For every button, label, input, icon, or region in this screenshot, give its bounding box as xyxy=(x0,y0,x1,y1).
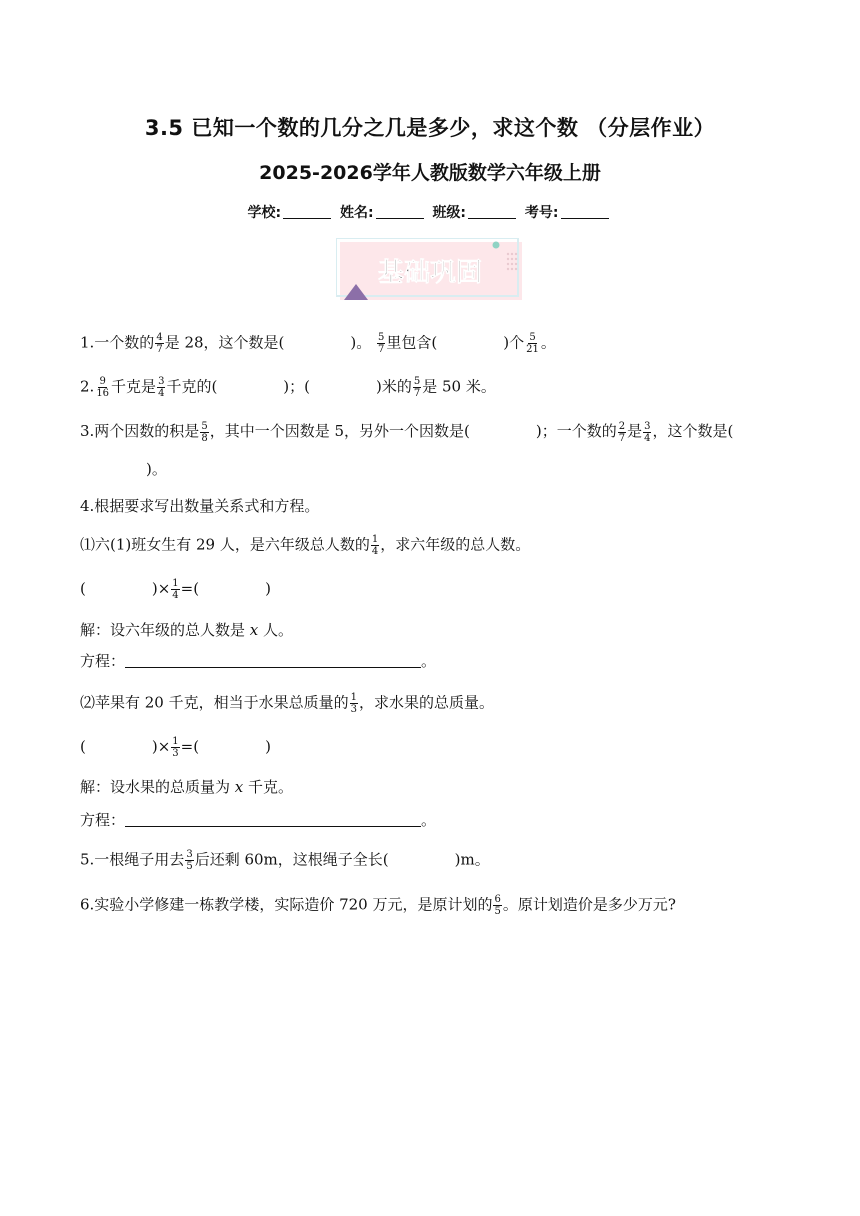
fraction: $\frac{9}{16}$ xyxy=(96,376,110,399)
answer-line[interactable] xyxy=(125,812,421,827)
fraction: $\frac{5}{7}$ xyxy=(413,376,421,399)
question-6: 6.实验小学修建一栋教学楼，实际造价 720 万元，是原计划的 $\frac{6}{5}$ 。原计划造价是多少万元? xyxy=(80,894,676,917)
fraction: $\frac{5}{21}$ xyxy=(526,332,539,355)
section-badge xyxy=(336,238,524,302)
school-blank[interactable] xyxy=(283,204,331,219)
page-title: 3.5 已知一个数的几分之几是多少，求这个数 （分层作业） xyxy=(144,116,716,140)
exam-number-label: 考号: xyxy=(524,205,559,221)
fraction: $\frac{5}{7}$ xyxy=(378,332,385,355)
badge-dot-decoration xyxy=(493,242,500,249)
question-4-2-equation-line: 方程： 。 xyxy=(80,811,437,829)
fraction: $\frac{3}{5}$ xyxy=(186,849,193,872)
class-blank[interactable] xyxy=(468,204,516,219)
fraction: $\frac{1}{3}$ xyxy=(172,736,179,759)
badge-text: 基础巩固 xyxy=(377,258,483,288)
name-blank[interactable] xyxy=(376,204,424,219)
name-label: 姓名: xyxy=(339,205,374,221)
question-4-1-equation-line: 方程： 。 xyxy=(80,652,437,670)
fraction: $\frac{2}{7}$ xyxy=(618,420,626,444)
fraction: $\frac{5}{8}$ xyxy=(201,420,208,444)
question-1: 1.一个数的 $\frac{4}{7}$ 是 28，这个数是( )。 $\frac{5}{7}$ 里包含( )个 $\frac{5}{21}$ 。 xyxy=(80,332,556,355)
question-4-2: ⑵苹果有 20 千克，相当于水果总质量的 $\frac{1}{3}$ ，求水果的总质量。 xyxy=(80,692,495,715)
question-4: 4.根据要求写出数量关系式和方程。 xyxy=(80,497,320,515)
question-3: 3.两个因数的积是 $\frac{5}{8}$ ，其中一个因数是 5，另外一个因数是( )；一个数的 $\frac{2}{7}$ 是 $\frac{3}{4}$ ，这个数是()。 xyxy=(80,420,734,478)
fraction: $\frac{1}{3}$ xyxy=(350,692,357,715)
student-info-line xyxy=(0,202,860,222)
question-4-1: ⑴六(1)班女生有 29 人，是六年级总人数的 $\frac{1}{4}$ ，求六年级的总人数。 xyxy=(80,534,531,557)
fraction: $\frac{4}{7}$ xyxy=(156,332,163,355)
question-4-2-solution: 解：设水果的总质量为 x 千克。 xyxy=(80,778,294,796)
question-4-2-equation: ( )× $\frac{1}{3}$ =( ) xyxy=(80,736,271,759)
fraction: $\frac{3}{4}$ xyxy=(158,376,165,399)
fraction: $\frac{1}{4}$ xyxy=(371,534,379,557)
question-5: 5.一根绳子用去 $\frac{3}{5}$ 后还剩 60m，这根绳子全长( )m。 xyxy=(80,849,490,872)
page-subtitle: 2025-2026学年人教版数学六年级上册 xyxy=(259,162,601,184)
answer-line[interactable] xyxy=(125,653,421,668)
class-label: 班级: xyxy=(432,205,467,221)
exam-number-blank[interactable] xyxy=(561,204,609,219)
question-4-1-solution: 解：设六年级的总人数是 x 人。 xyxy=(80,621,294,639)
question-2: 2. $\frac{9}{16}$ 千克是 $\frac{3}{4}$ 千克的( )；( )米的 $\frac{5}{7}$ 是 50 米。 xyxy=(80,376,496,399)
question-4-1-equation: ( )× $\frac{1}{4}$ =( ) xyxy=(80,578,271,601)
fraction: $\frac{6}{5}$ xyxy=(494,894,501,917)
fraction: $\frac{3}{4}$ xyxy=(644,420,651,444)
fraction: $\frac{1}{4}$ xyxy=(172,578,179,601)
school-label: 学校: xyxy=(247,205,282,221)
